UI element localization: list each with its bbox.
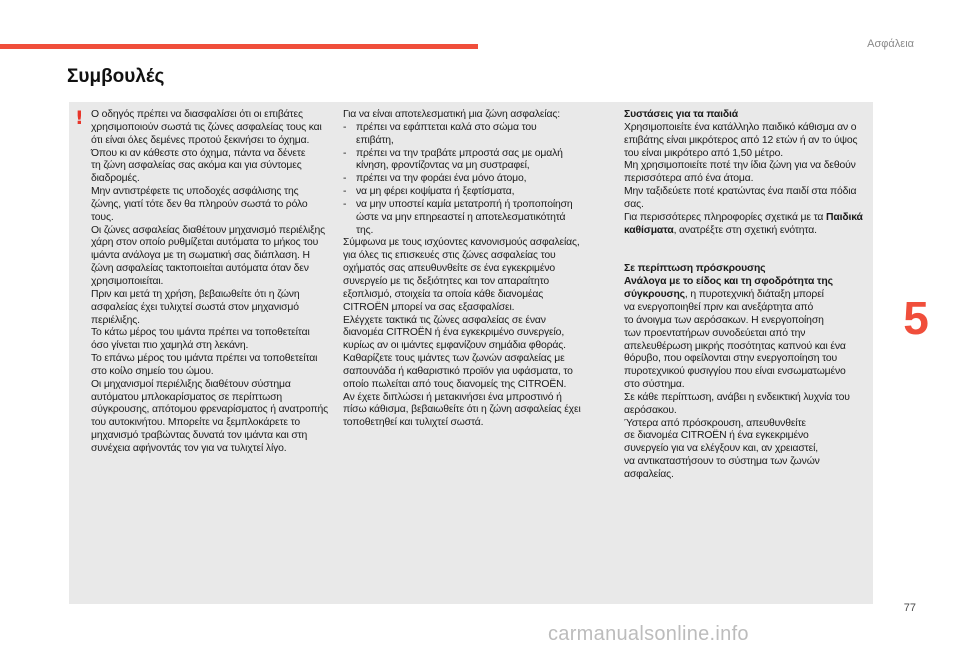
list-item-text: κίνηση, φροντίζοντας να μη συστραφεί, [356,160,530,172]
body-line: CITROËN μπορεί να σας εξασφαλίσει. [343,301,515,313]
body-line: χρησιμοποιείται. [91,275,164,287]
body-line: πίσω κάθισμα, βεβαιωθείτε ότι η ζώνη ασφαλείας έχει [343,404,581,416]
column-children-collision [624,109,868,482]
body-line: στο κοίλο σημείο του ώμου. [91,365,214,377]
body-line: Σε κάθε περίπτωση, ανάβει η ενδεικτική λυχνία του [624,391,850,403]
body-line: ιμάντα ανάλογα με τη σωματική σας διάπλαση. Η [91,250,310,262]
body-line: πυροτεχνικού φυσιγγίου που είναι ενσωματωμένο [624,366,846,378]
body-line: απελευθέρωση μικρής ποσότητας καπνού και ένα [624,340,846,352]
body-line: εξοπλισμό, στοιχεία τα οποία κάθε διανομέας [343,288,544,300]
body-line: Οι μηχανισμοί περιέλιξης διαθέτουν σύστημα [91,378,291,390]
body-line: Όπου κι αν κάθεστε στο όχημα, πάντα να δένετε [91,147,306,159]
advice-panel [69,102,873,604]
body-line: Μην αντιστρέφετε τις υποδοχές ασφάλισης της [91,186,299,198]
list-item [343,148,599,161]
body-line: συνεργείο για να ελέγξουν και, αν χρειαστεί, [624,443,818,455]
section-label: Ασφάλεια [867,38,914,50]
body-line: Σύμφωνα με τους ισχύοντες κανονισμούς ασφαλείας, [343,237,580,249]
warning-exclamation-icon: ! [75,107,84,129]
body-line: περιέλιξης. [91,314,140,326]
body-line: όσο γίνεται πιο χαμηλά στη λεκάνη. [91,340,249,352]
collision-heading: Σε περίπτωση πρόσκρουσης [624,263,766,275]
children-reference-cont: καθίσματα, ανατρέξτε στη σχετική ενότητα. [624,224,817,236]
body-line: Οι ζώνες ασφαλείας διαθέτουν μηχανισμό περιέλιξης [91,224,325,236]
list-item [343,199,599,212]
list-dash: - [343,147,347,159]
body-line: οποίο πωλείται από τους διανομείς της CITROËN. [343,378,567,390]
body-line: σύγκρουσης, απότομου φρεναρίσματος ή ανατροπής [91,404,329,416]
body-line: μηχανισμό τραβώντας δυνατά τον ιμάντα και στη [91,430,308,442]
page-title: Συμβουλές [67,66,165,87]
body-line: το άνοιγμα των αερόσακων. Η ενεργοποίηση [624,314,824,326]
body-line: Καθαρίζετε τους ιμάντες των ζωνών ασφαλείας με [343,353,565,365]
watermark: carmanualsonline.info [548,623,749,645]
body-line: να ενεργοποιηθεί πριν και ανεξάρτητα από [624,301,814,313]
effectiveness-intro: Για να είναι αποτελεσματική μια ζώνη ασφαλείας: [343,109,561,120]
body-line: να αντικαταστήσουν το σύστημα των ζωνών [624,456,820,468]
body-line: τοποθετηθεί και τυλιχτεί σωστά. [343,417,484,429]
body-line: Ύστερα από πρόσκρουση, απευθυνθείτε [624,417,806,429]
list-item-text: πρέπει να την φοράει ένα μόνο άτομο, [356,173,527,185]
body-line: ζώνη ασφαλείας τακτοποιείται αυτόματα όταν δεν [91,263,309,275]
body-line: ότι είναι όλες δεμένες προτού ξεκινήσει το όχημα. [91,134,310,146]
child-seats-link[interactable]: Παιδικά [826,211,863,223]
body-line: των προεντατήρων συνοδεύεται από την [624,327,806,339]
body-line: διαδρομές. [91,173,140,185]
list-item [343,186,599,199]
body-line: συνέχεια αφήνοντάς τον για να τυλιχτεί λίγο. [91,442,287,454]
body-line: ασφαλείας. [624,468,674,480]
list-item-text: ώστε να μην επηρεαστεί η αποτελεσματικότητά [356,211,566,223]
body-line: περισσότερα από ένα άτομα. [624,173,754,185]
body-line: ζώνης, γιατί τότε δεν θα πληρούν σωστά το ρόλο [91,198,308,210]
list-item-text: πρέπει να εφάπτεται καλά στο σώμα του [356,121,537,133]
body-line: τους. [91,211,114,223]
body-line: στο σύστημα. [624,379,685,391]
column-seatbelt-usage [91,109,327,456]
body-line: τη ζώνη ασφαλείας σας ακόμα και για σύντομες [91,160,302,172]
list-item-text: επιβάτη, [356,134,394,146]
maintenance-text [343,237,599,430]
body-line: Πριν και μετά τη χρήση, βεβαιωθείτε ότι η ζώνη [91,288,300,300]
body-line: Χρησιμοποιείτε ένα κατάλληλο παιδικό κάθισμα αν ο [624,121,857,133]
column-seatbelt-effectiveness [343,109,599,430]
list-item-text: να μην υποστεί καμία μετατροπή ή τροποποίηση [356,198,573,210]
body-line: αερόσακου. [624,404,677,416]
collision-subheading-cont: σύγκρουσης, η πυροτεχνική διάταξη μπορεί [624,289,824,301]
list-dash: - [343,198,347,210]
body-line: συνεργείο με τις δεξιότητες και τον απαραίτητο [343,275,550,287]
body-line: Ελέγχετε τακτικά τις ζώνες ασφαλείας σε έναν [343,314,546,326]
body-line: διανομέα CITROËN ή ένα εγκεκριμένο συνεργείο, [343,327,565,339]
list-item-text: της. [356,224,374,236]
collision-subheading: Ανάλογα με το είδος και τη σφοδρότητα της [624,276,833,288]
body-line: Το κάτω μέρος του ιμάντα πρέπει να τοποθετείται [91,327,310,339]
collision-text [624,302,868,482]
body-line: ασφαλείας έχει τυλιχτεί σωστά στον μηχανισμό [91,301,299,313]
body-line: Το επάνω μέρος του ιμάντα πρέπει να τοποθετείται [91,353,318,365]
body-line: σαπουνάδα ή καθαριστικό προϊόν για υφάσματα, το [343,365,573,377]
header-accent-bar [0,44,478,49]
body-line: αυτόματου μπλοκαρίσματος σε περίπτωση [91,391,283,403]
body-line: Ο οδηγός πρέπει να διασφαλίσει ότι οι επιβάτες [91,109,303,120]
children-reference: Για περισσότερες πληροφορίες σχετικά με τα Παιδικά [624,211,863,223]
body-line: Μη χρησιμοποιείτε ποτέ την ίδια ζώνη για να δεθούν [624,160,856,172]
body-line: σας. [624,198,644,210]
children-heading: Συστάσεις για τα παιδιά [624,109,738,120]
body-line: του είναι μικρότερο από 1,50 μέτρο. [624,147,783,159]
body-line: Μην ταξιδεύετε ποτέ κρατώντας ένα παιδί στα πόδια [624,186,857,198]
list-item [343,173,599,186]
body-line: για όλες τις επισκευές στις ζώνες ασφαλείας του [343,250,556,262]
list-item [343,122,599,135]
children-text [624,122,868,212]
body-line: χάρη στον οποίο ρυθμίζεται αυτόματα το μήκος του [91,237,319,249]
list-dash: - [343,186,347,198]
list-item-text: να μη φέρει κοψίματα ή ξεφτίσματα, [356,186,515,198]
body-line: χρησιμοποιούν σωστά τις ζώνες ασφαλείας τους και [91,121,322,133]
body-line: θόρυβο, που οφείλονται στην ενεργοποίηση του [624,353,838,365]
effectiveness-list [343,122,599,238]
body-line: επιβάτης είναι μικρότερος από 12 ετών ή αν το ύψος [624,134,858,146]
page-number: 77 [903,602,916,614]
body-line: οχήματός σας απευθυνθείτε σε ένα εγκεκριμένο [343,263,556,275]
child-seats-link-cont[interactable]: καθίσματα [624,224,674,236]
chapter-number: 5 [903,292,929,344]
body-line: κυρίως αν οι ιμάντες εμφανίζουν σημάδια φθοράς. [343,340,566,352]
body-line: του αυτοκινήτου. Μπορείτε να ξεμπλοκάρετε το [91,417,301,429]
body-line: Αν έχετε διπλώσει ή μετακινήσει ένα μπροστινό ή [343,391,562,403]
list-dash: - [343,173,347,185]
body-line: σε διανομέα CITROËN ή ένα εγκεκριμένο [624,430,809,442]
list-dash: - [343,121,347,133]
list-item-text: πρέπει να την τραβάτε μπροστά σας με ομαλή [356,147,563,159]
